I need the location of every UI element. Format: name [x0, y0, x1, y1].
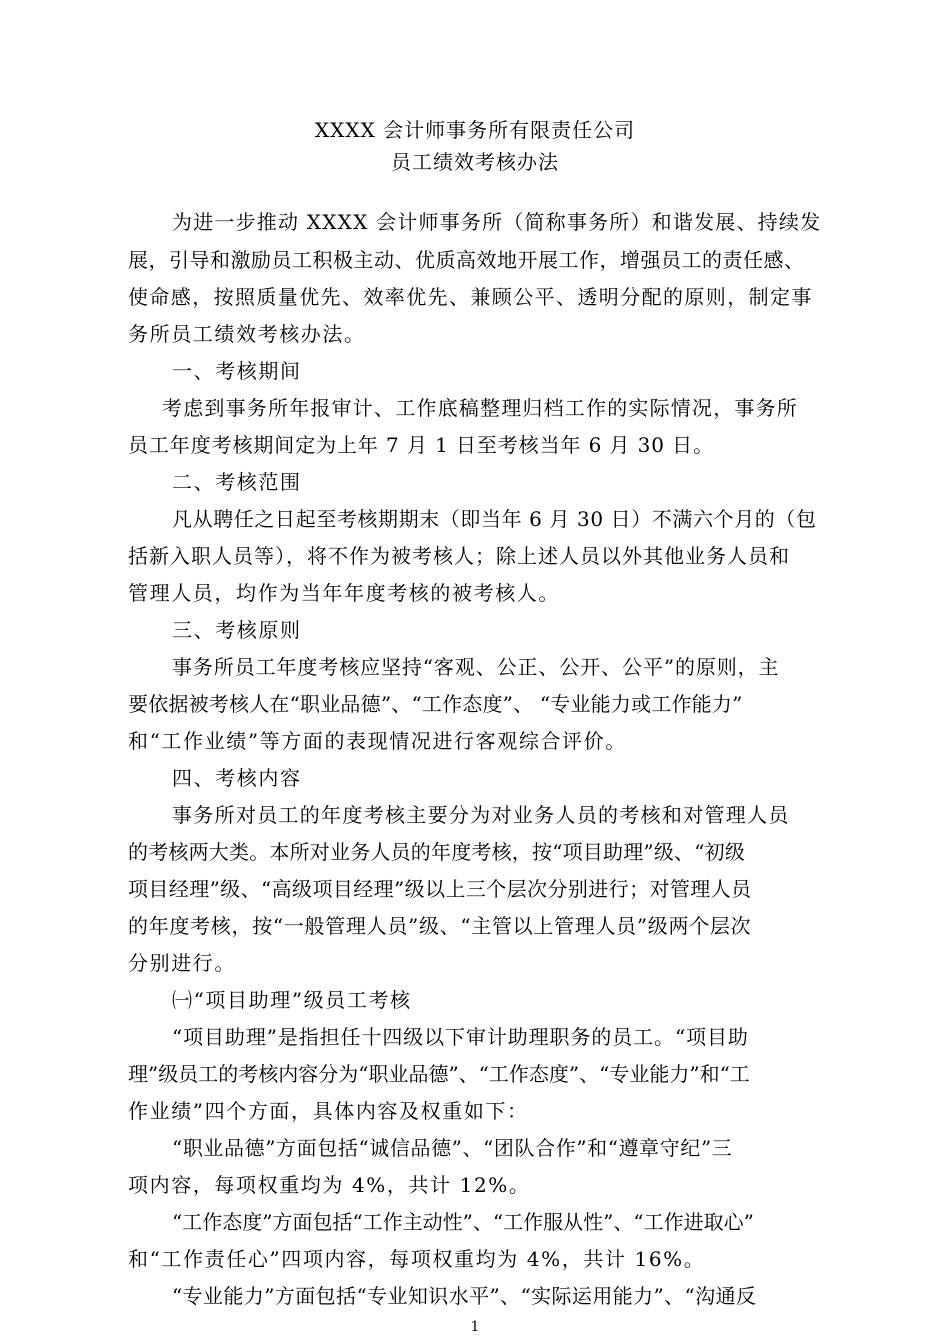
paragraph-line: 作业绩”四个方面，具体内容及权重如下： — [128, 1099, 529, 1123]
paragraph-line: 项内容，每项权重均为 4%，共计 12%。 — [128, 1173, 531, 1197]
document-title-company: XXXX 会计师事务所有限责任公司 — [314, 118, 636, 142]
document-title-subject: 员工绩效考核办法 — [391, 150, 559, 174]
paragraph-line: 事务所对员工的年度考核主要分为对业务人员的考核和对管理人员 — [172, 803, 790, 827]
paragraph-line: 事务所员工年度考核应坚持“客观、公正、公开、公平”的原则，主 — [172, 655, 780, 679]
section-heading: 二、考核范围 — [172, 470, 302, 494]
paragraph-line: 考虑到事务所年报审计、工作底稿整理归档工作的实际情况，事务所 — [162, 396, 798, 420]
paragraph-line: 为进一步推动 XXXX 会计师事务所（简称事务所）和谐发展、持续发 — [172, 210, 822, 234]
subsection-heading: ㈠“项目助理”级员工考核 — [172, 988, 412, 1012]
paragraph-line: 管理人员，均作为当年年度考核的被考核人。 — [128, 581, 560, 605]
paragraph-line: 的年度考核，按“一般管理人员”级、“主管以上管理人员”级两个层次 — [128, 914, 752, 938]
paragraph-line: 和“工作责任心”四项内容，每项权重均为 4%，共计 16%。 — [128, 1247, 706, 1271]
paragraph-line: 员工年度考核期间定为上年 7 月 1 日至考核当年 6 月 30 日。 — [128, 433, 714, 457]
section-heading: 一、考核期间 — [172, 359, 302, 383]
paragraph-line: 凡从聘任之日起至考核期期末（即当年 6 月 30 日）不满六个月的（包 — [172, 507, 817, 531]
paragraph-line: 务所员工绩效考核办法。 — [128, 322, 366, 346]
paragraph-line: “工作态度”方面包括“工作主动性”、“工作服从性”、“工作进取心” — [172, 1210, 754, 1234]
section-heading: 四、考核内容 — [172, 766, 302, 790]
paragraph-line: 和“工作业绩”等方面的表现情况进行客观综合评价。 — [128, 729, 627, 753]
paragraph-line: “专业能力”方面包括“专业知识水平”、“实际运用能力”、“沟通反 — [172, 1284, 757, 1308]
paragraph-line: 分别进行。 — [128, 951, 236, 975]
paragraph-line: 括新入职人员等），将不作为被考核人；除上述人员以外其他业务人员和 — [128, 544, 790, 568]
paragraph-line: 的考核两大类。本所对业务人员的年度考核，按“项目助理”级、“初级 — [128, 840, 746, 864]
paragraph-line: 理”级员工的考核内容分为“职业品德”、“工作态度”、“专业能力”和“工 — [128, 1062, 750, 1086]
paragraph-line: 使命感，按照质量优先、效率优先、兼顾公平、透明分配的原则，制定事 — [128, 285, 813, 309]
paragraph-line: “项目助理”是指担任十四级以下审计助理职务的员工。“项目助 — [172, 1025, 749, 1049]
paragraph-line: “职业品德”方面包括“诚信品德”、“团队合作”和“遵章守纪”三 — [172, 1136, 733, 1160]
page-number: 1 — [470, 1319, 480, 1335]
section-heading: 三、考核原则 — [172, 618, 302, 642]
paragraph-line: 项目经理”级、“高级项目经理”级以上三个层次分别进行；对管理人员 — [128, 877, 752, 901]
paragraph-line: 展，引导和激励员工积极主动、优质高效地开展工作，增强员工的责任感、 — [128, 248, 805, 272]
paragraph-line: 要依据被考核人在“职业品德”、“工作态度”、 “专业能力或工作能力” — [128, 692, 743, 716]
